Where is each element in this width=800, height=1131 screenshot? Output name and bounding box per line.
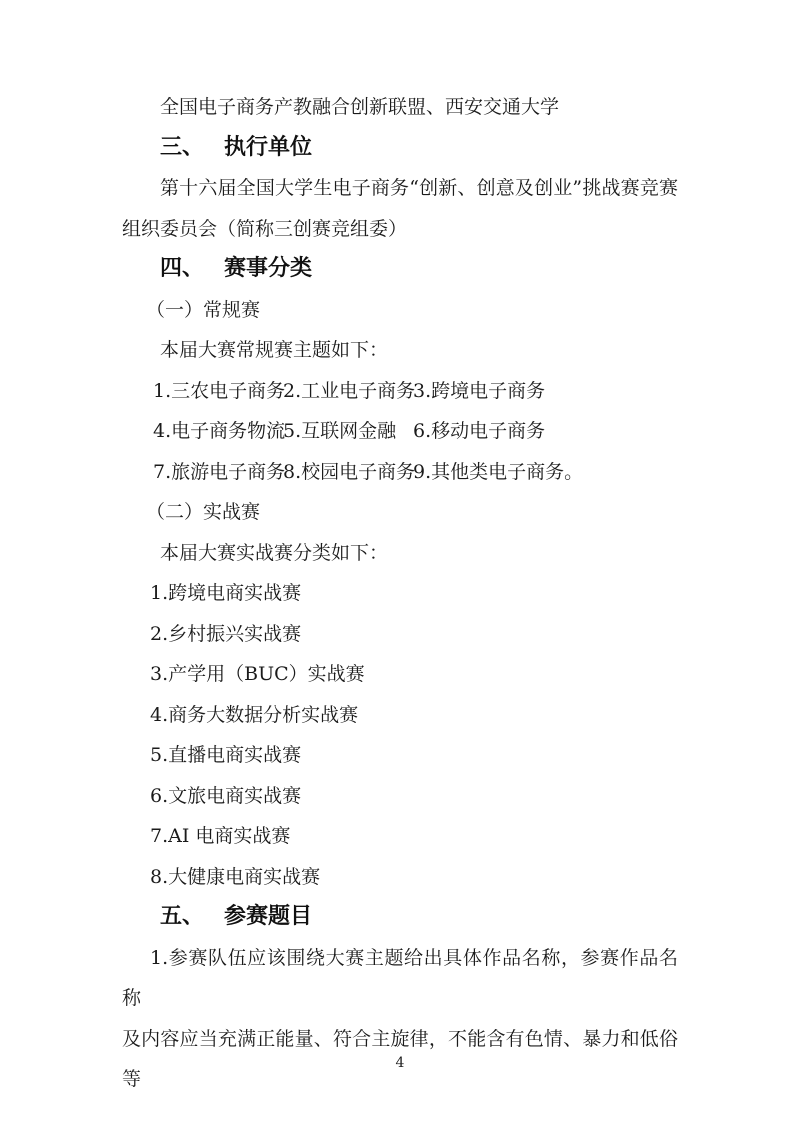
practical-item-7: 7.AI 电商实战赛 [150,825,291,847]
regular-themes-row-2 [122,411,678,452]
regular-contest-intro: 本届大赛常规赛主题如下： [160,339,389,361]
document-body [122,87,678,1100]
section3-paragraph-line2: 组织委员会（简称三创赛竞组委） [122,217,408,240]
theme-item-1: 1.三农电子商务 [153,379,286,402]
theme-item-2: 2.工业电子商务 [283,379,416,402]
theme-item-7: 7.旅游电子商务 [153,460,286,483]
page-number: 4 [395,1055,405,1071]
section3-heading-title: 执行单位 [224,134,313,160]
practical-item-1: 1.跨境电商实战赛 [150,582,302,604]
section4-heading-number: 四、 [160,256,205,281]
theme-item-8: 8.校园电子商务 [283,460,416,483]
section5-paragraph-line2: 及内容应当充满正能量、符合主旋律，不能含有色情、暴力和低俗等 [122,1027,678,1090]
section5-heading-title: 参赛题目 [224,904,313,929]
practical-item-6: 6.文旅电商实战赛 [150,784,302,807]
section5-paragraph-line1: 1.参赛队伍应该围绕大赛主题给出具体作品名称，参赛作品名称 [122,946,678,1009]
practical-contest-subheading: （二）实战赛 [146,501,261,523]
theme-item-5: 5.互联网金融 [283,420,397,442]
regular-contest-subheading: （一）常规赛 [146,298,261,321]
section4-heading [122,249,678,290]
section5-heading [122,897,678,938]
regular-themes-row-3 [122,452,678,493]
practical-contest-intro: 本届大赛实战赛分类如下： [160,541,389,564]
theme-item-9: 9.其他类电子商务。 [413,460,584,483]
theme-item-4: 4.电子商务物流 [153,420,286,442]
practical-item-3: 3.产学用（BUC）实战赛 [150,663,365,685]
section3-heading [122,128,678,169]
regular-themes-row-1 [122,371,678,412]
practical-item-4: 4.商务大数据分析实战赛 [150,703,359,726]
section5-heading-number: 五、 [160,904,205,929]
practical-item-8: 8.大健康电商实战赛 [150,865,321,888]
theme-item-6: 6.移动电子商务 [413,420,546,442]
organizer-continuation-line: 全国电子商务产教融合创新联盟、西安交通大学 [160,96,560,118]
practical-item-2: 2.乡村振兴实战赛 [150,622,302,645]
section4-heading-title: 赛事分类 [224,256,313,281]
section3-paragraph-line1: 第十六届全国大学生电子商务“创新、创意及创业”挑战赛竞赛 [160,177,678,199]
section3-heading-number: 三、 [160,134,205,160]
practical-item-5: 5.直播电商实战赛 [150,744,302,766]
theme-item-3: 3.跨境电子商务 [413,379,546,402]
